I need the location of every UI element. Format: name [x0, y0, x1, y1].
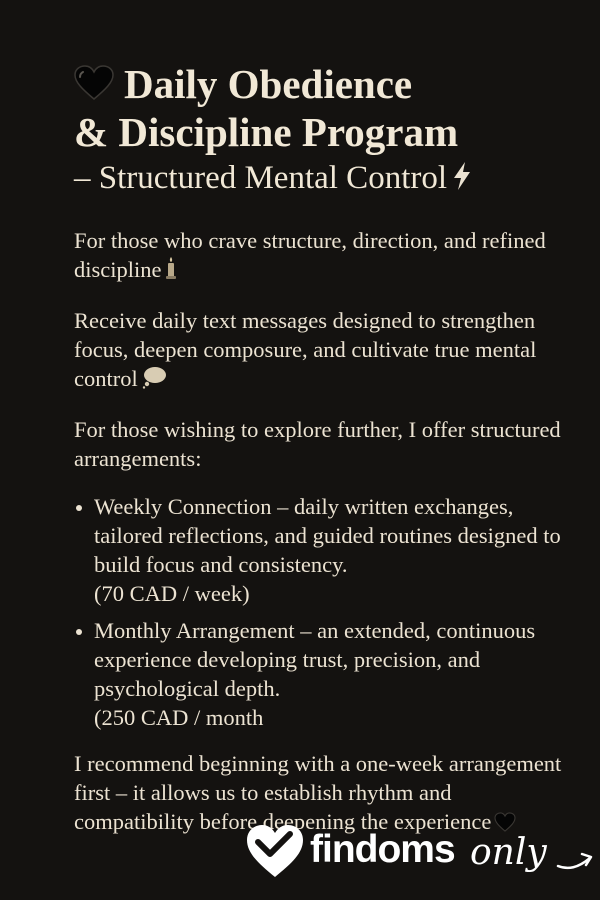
- intro-text-1: For those who crave structure, direction, and refined discipline: [74, 228, 546, 282]
- watermark: [244, 818, 594, 888]
- thought-bubble-icon: [141, 365, 167, 396]
- intro-paragraph-2: [74, 306, 574, 396]
- intro-paragraph-3: For those wishing to explore further, I offer structured arrangements:: [74, 417, 561, 471]
- lightning-bolt-icon: [451, 159, 473, 189]
- offer-description: – daily written exchanges, tailored reflections, and guided routines designed to build focus and consistency.: [94, 494, 561, 577]
- title-line-1: Daily Obedience: [124, 61, 413, 107]
- black-heart-icon: [74, 63, 114, 99]
- offer-name: Weekly Connection: [94, 494, 272, 519]
- list-item: [74, 616, 574, 732]
- offers-list: [74, 492, 574, 732]
- candle-icon: [164, 256, 178, 287]
- intro-text-2: Receive daily text messages designed to strengthen focus, deepen composure, and cultivate true mental control: [74, 308, 537, 391]
- offer-price: (250 CAD / month: [94, 705, 264, 730]
- bullet-icon: [76, 629, 82, 635]
- bullet-icon: [76, 505, 82, 511]
- watermark-script-word: only: [470, 832, 547, 873]
- closing-text: I recommend beginning with a one-week arrangement first – it allows us to establish rhythm and compatibility before deepening the experience: [74, 751, 562, 834]
- title-line-2: & Discipline Program: [74, 109, 459, 155]
- page-title: [74, 60, 574, 156]
- offer-description: – an extended, continuous experience developing trust, precision, and psychological depth.: [94, 618, 536, 701]
- watermark-brand: findoms: [310, 828, 455, 871]
- list-item: [74, 492, 574, 608]
- watermark-script: [466, 818, 596, 884]
- program-card: [74, 60, 574, 858]
- offer-price: (70 CAD / week): [94, 581, 250, 606]
- heart-logo-icon: [244, 822, 306, 880]
- subtitle-text: – Structured Mental Control: [74, 160, 448, 196]
- subtitle: [74, 156, 574, 200]
- offer-name: Monthly Arrangement: [94, 618, 295, 643]
- intro-paragraph-1: [74, 226, 574, 287]
